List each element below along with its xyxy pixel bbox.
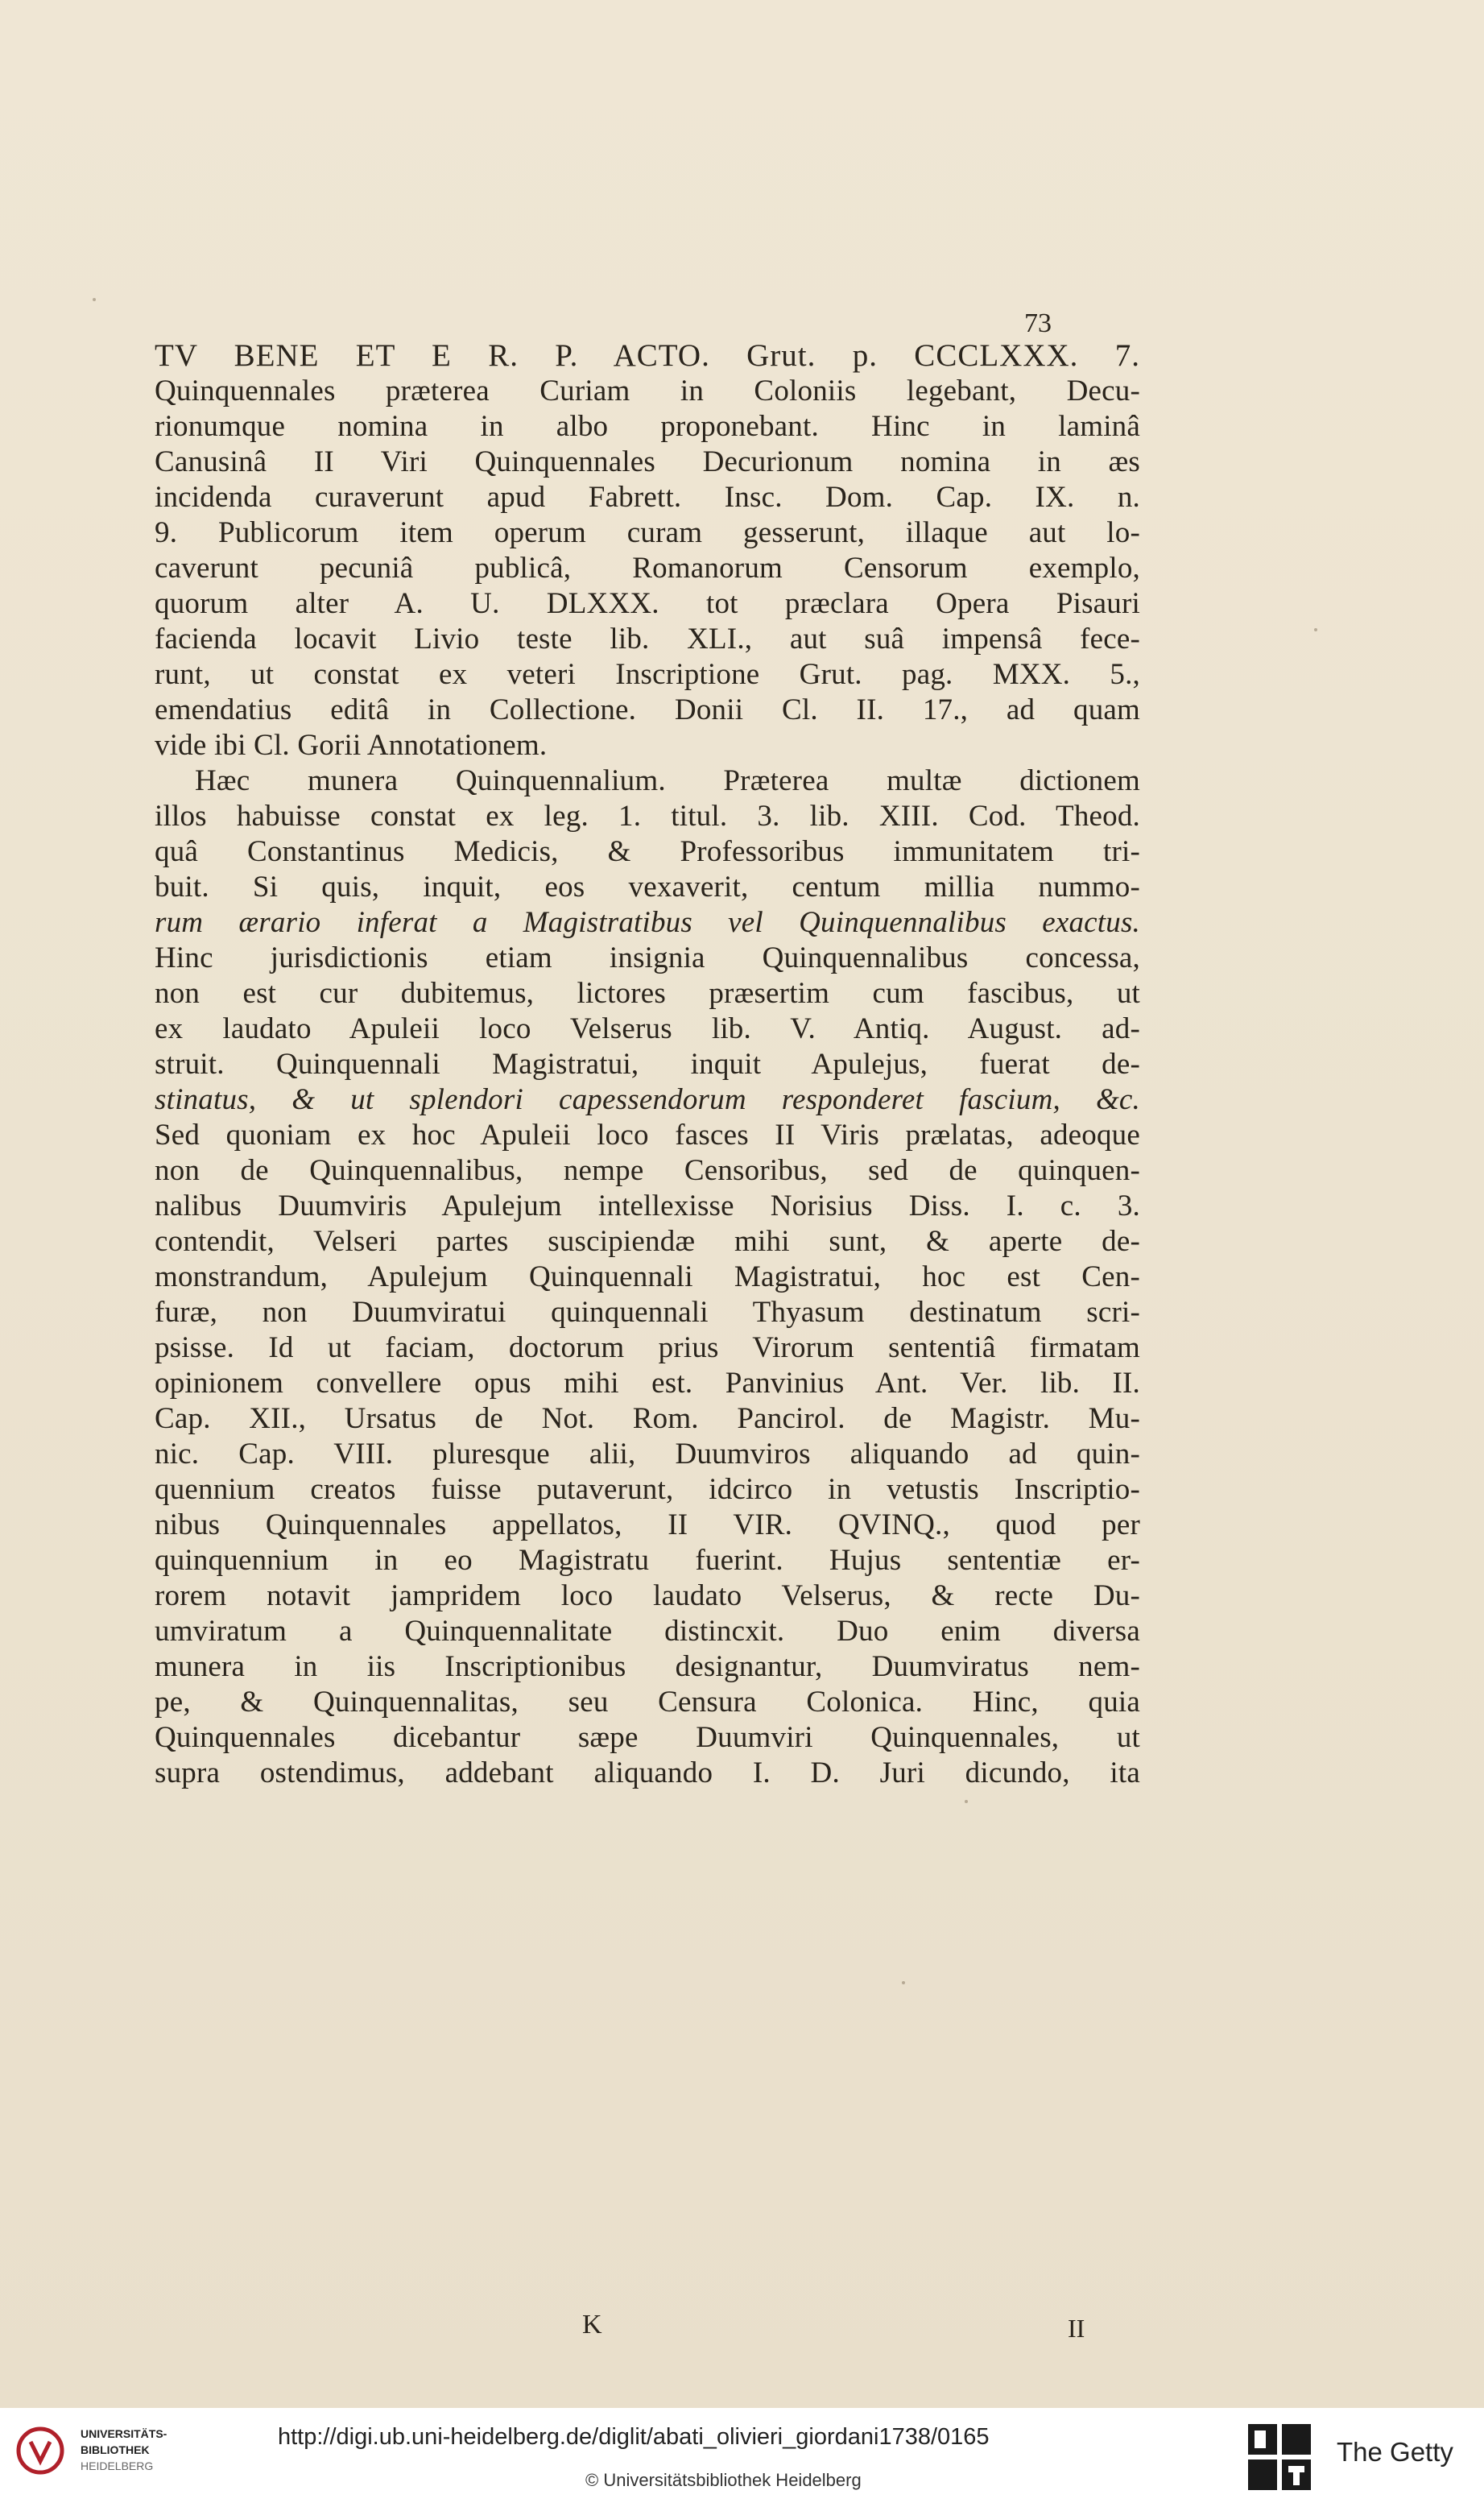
text-line: quinquennium in eo Magistratu fuerint. Hujus sententiæ er- bbox=[155, 1544, 1140, 1577]
getty-logo-icon bbox=[1246, 2422, 1312, 2493]
text-line: pe, & Quinquennalitas, seu Censura Colonica. Hinc, quia bbox=[155, 1686, 1140, 1719]
text-line: furæ, non Duumviratui quinquennali Thyasum destinatum scri- bbox=[155, 1296, 1140, 1329]
text-line: umviratum a Quinquennalitate distincxit. Duo enim diversa bbox=[155, 1615, 1140, 1648]
text-line: nalibus Duumviris Apulejum intellexisse Norisius Diss. I. c. 3. bbox=[155, 1189, 1140, 1222]
library-name bbox=[81, 2426, 167, 2474]
text-line: emendatius editâ in Collectione. Donii Cl. II. 17., ad quam bbox=[155, 693, 1140, 726]
copyright-text: © Universitätsbibliothek Heidelberg bbox=[585, 2470, 862, 2490]
text-line: psisse. Id ut faciam, doctorum prius Virorum sententiâ firmatam bbox=[155, 1331, 1140, 1364]
body-text bbox=[155, 338, 1140, 1791]
text-line: quorum alter A. U. DLXXX. tot præclara Opera Pisauri bbox=[155, 587, 1140, 620]
text-line: quennium creatos fuisse putaverunt, idcirco in vetustis Inscriptio- bbox=[155, 1473, 1140, 1506]
text-line: Quinquennales dicebantur sæpe Duumviri Quinquennales, ut bbox=[155, 1721, 1140, 1754]
paper-speck bbox=[93, 298, 96, 301]
signature-mark: II bbox=[1068, 2314, 1085, 2343]
text-line: rorem notavit jampridem loco laudato Velserus, & recte Du- bbox=[155, 1579, 1140, 1612]
catchword: K bbox=[582, 2310, 602, 2339]
page-number: 73 bbox=[1024, 308, 1052, 338]
paper-speck bbox=[1314, 628, 1317, 631]
text-line: Cap. XII., Ursatus de Not. Rom. Pancirol. de Magistr. Mu- bbox=[155, 1402, 1140, 1435]
text-line: nic. Cap. VIII. pluresque alii, Duumviros aliquando ad quin- bbox=[155, 1438, 1140, 1471]
text-line: incidenda curaverunt apud Fabrett. Insc. Dom. Cap. IX. n. bbox=[155, 481, 1140, 514]
text-line: struit. Quinquennali Magistratui, inquit Apulejus, fuerat de- bbox=[155, 1048, 1140, 1081]
text-line: ex laudato Apuleii loco Velserus lib. V. Antiq. August. ad- bbox=[155, 1012, 1140, 1045]
text-line: monstrandum, Apulejum Quinquennali Magistratui, hoc est Cen- bbox=[155, 1260, 1140, 1293]
text-line: Hæc munera Quinquennalium. Præterea multæ dictionem bbox=[195, 764, 1140, 797]
paper-speck bbox=[902, 1981, 905, 1984]
text-line: TV BENE ET E R. P. ACTO. Grut. p. CCCLXXX. 7. bbox=[155, 338, 1140, 373]
library-name-line: HEIDELBERG bbox=[81, 2459, 154, 2472]
library-name-line: BIBLIOTHEK bbox=[81, 2443, 150, 2456]
text-line: vide ibi Cl. Gorii Annotationem. bbox=[155, 729, 548, 762]
text-line: rum ærario inferat a Magistratibus vel Quinquennalibus exactus. bbox=[155, 906, 1140, 939]
text-line: supra ostendimus, addebant aliquando I. D. Juri dicundo, ita bbox=[155, 1756, 1140, 1789]
text-line: opinionem convellere opus mihi est. Panvinius Ant. Ver. lib. II. bbox=[155, 1367, 1140, 1400]
text-line: runt, ut constat ex veteri Inscriptione Grut. pag. MXX. 5., bbox=[155, 658, 1140, 691]
text-line: facienda locavit Livio teste lib. XLI., aut suâ impensâ fece- bbox=[155, 623, 1140, 656]
footer-bar bbox=[0, 2408, 1484, 2507]
text-line: illos habuisse constat ex leg. 1. titul. 3. lib. XIII. Cod. Theod. bbox=[155, 800, 1140, 833]
text-line: nibus Quinquennales appellatos, II VIR. QVINQ., quod per bbox=[155, 1508, 1140, 1541]
library-name-line: UNIVERSITÄTS- bbox=[81, 2427, 167, 2440]
text-line: buit. Si quis, inquit, eos vexaverit, centum millia nummo- bbox=[155, 871, 1140, 904]
text-line: munera in iis Inscriptionibus designantur, Duumviratus nem- bbox=[155, 1650, 1140, 1683]
paper-speck bbox=[965, 1800, 968, 1803]
library-logo-icon bbox=[16, 2426, 71, 2476]
partner-name: The Getty bbox=[1337, 2437, 1453, 2467]
text-line: non est cur dubitemus, lictores præsertim cum fascibus, ut bbox=[155, 977, 1140, 1010]
text-line: contendit, Velseri partes suscipiendæ mihi sunt, & aperte de- bbox=[155, 1225, 1140, 1258]
text-line: rionumque nomina in albo proponebant. Hinc in laminâ bbox=[155, 410, 1140, 443]
text-line: stinatus, & ut splendori capessendorum responderet fascium, &c. bbox=[155, 1083, 1140, 1116]
text-line: non de Quinquennalibus, nempe Censoribus, sed de quinquen- bbox=[155, 1154, 1140, 1187]
text-line: caverunt pecuniâ publicâ, Romanorum Censorum exemplo, bbox=[155, 552, 1140, 585]
text-line: Canusinâ II Viri Quinquennales Decurionum nomina in æs bbox=[155, 445, 1140, 478]
text-line: Quinquennales præterea Curiam in Coloniis legebant, Decu- bbox=[155, 374, 1140, 407]
source-url-link[interactable]: http://digi.ub.uni-heidelberg.de/diglit/abati_olivieri_giordani1738/0165 bbox=[278, 2424, 990, 2450]
text-line: quâ Constantinus Medicis, & Professoribus immunitatem tri- bbox=[155, 835, 1140, 868]
text-line: 9. Publicorum item operum curam gesserunt, illaque aut lo- bbox=[155, 516, 1140, 549]
text-line: Sed quoniam ex hoc Apuleii loco fasces II Viris prælatas, adeoque bbox=[155, 1119, 1140, 1152]
text-line: Hinc jurisdictionis etiam insignia Quinquennalibus concessa, bbox=[155, 941, 1140, 974]
